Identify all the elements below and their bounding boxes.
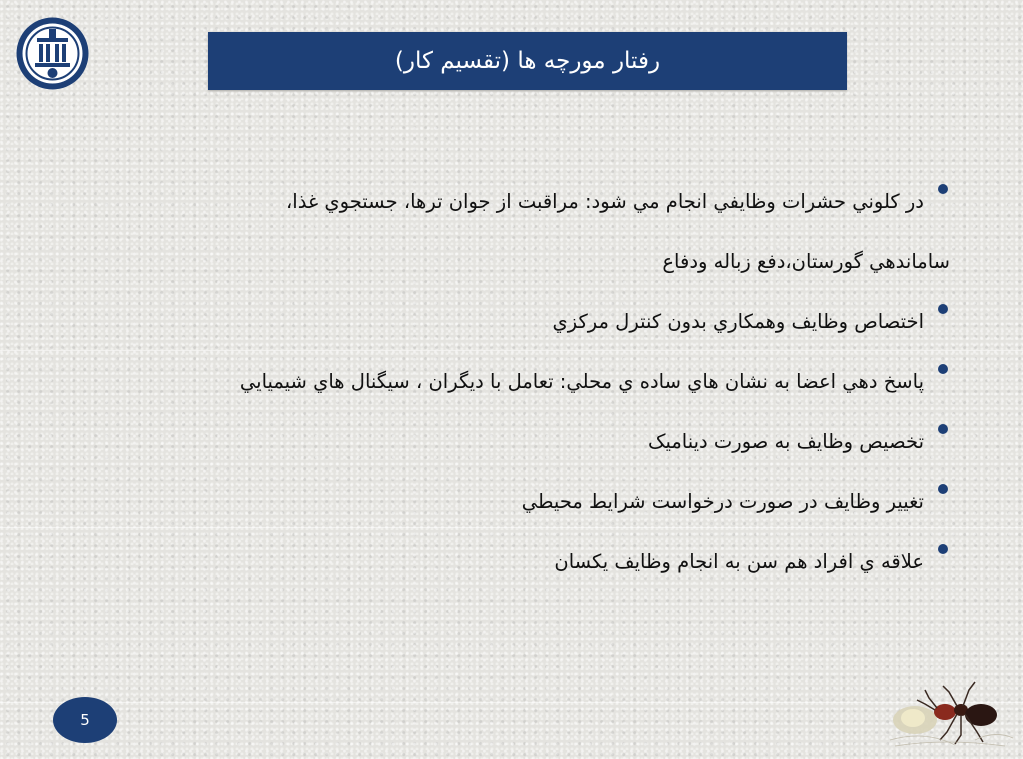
bullet-text: تخصيص وظايف به صورت ديناميک xyxy=(648,430,924,453)
page-number-badge: 5 xyxy=(53,697,117,743)
list-item xyxy=(110,352,950,412)
bullet-text: اختصاص وظايف وهمكاري بدون كنترل مركزي xyxy=(552,310,924,333)
bullet-text: علاقه ي افراد هم سن به انجام وظايف يكسان xyxy=(554,550,924,573)
bullet-dot-icon xyxy=(938,304,948,314)
bullet-dot-icon xyxy=(938,184,948,194)
list-item xyxy=(110,412,950,472)
bullet-dot-icon xyxy=(938,364,948,374)
texture-line xyxy=(0,702,1023,703)
bullet-text: پاسخ دهي اعضا به نشان هاي ساده ي محلي: تعامل با ديگران ، سيگنال هاي شيميايي xyxy=(239,370,924,393)
bullet-continuation: ساماندهي گورستان،دفع زباله ودفاع xyxy=(662,250,950,273)
bullet-dot-icon xyxy=(938,484,948,494)
list-item xyxy=(110,472,950,532)
list-item xyxy=(110,532,950,592)
bullet-text: تغيير وظايف در صورت درخواست شرايط محيطي xyxy=(521,490,924,513)
bullet-dot-icon xyxy=(938,424,948,434)
list-item xyxy=(110,172,950,232)
ant-icon xyxy=(885,660,1015,750)
bullet-text: در كلوني حشرات وظايفي انجام مي شود: مراقبت از جوان ترها، جستجوي غذا، xyxy=(286,190,924,213)
list-item xyxy=(110,292,950,352)
university-logo-icon xyxy=(15,16,90,91)
bullet-list xyxy=(110,172,950,592)
slide-title: رفتار مورچه ها (تقسيم كار) xyxy=(208,32,847,90)
bullet-dot-icon xyxy=(938,544,948,554)
